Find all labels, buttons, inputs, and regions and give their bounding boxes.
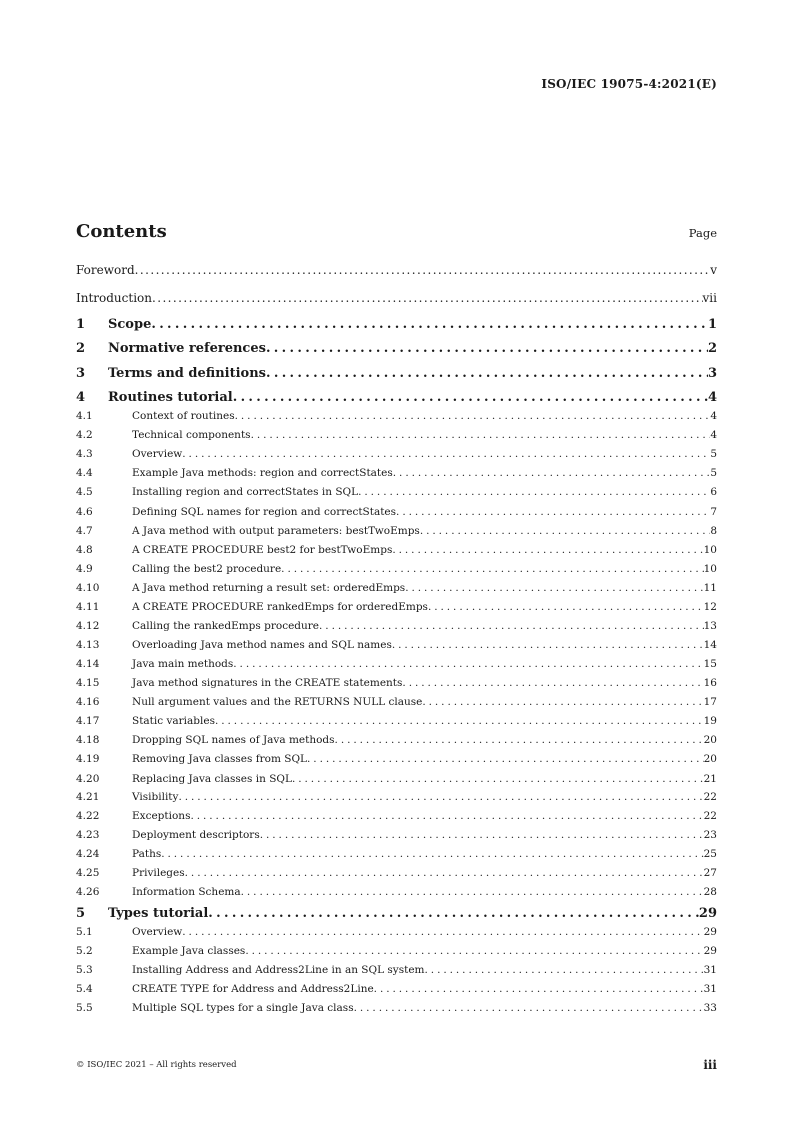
toc-entry-page: 33: [703, 1002, 717, 1014]
toc-entry-number: 4.21: [76, 791, 100, 803]
toc-entry-number: 4.18: [76, 734, 100, 746]
toc-entry-number: 5.1: [76, 926, 93, 938]
toc-entry-number: 5.5: [76, 1002, 93, 1014]
toc-entry[interactable]: [76, 366, 717, 381]
toc-entry-number: 4.2: [76, 429, 93, 441]
toc-dot-leader: [392, 639, 704, 651]
toc-entry-page: 29: [703, 945, 717, 957]
toc-dot-leader: [135, 263, 711, 277]
toc-entry-page: 1: [707, 317, 717, 332]
toc-entry[interactable]: [76, 696, 717, 708]
toc-dot-leader: [161, 848, 703, 860]
toc-entry-title: A Java method with output parameters: bestTwoEmps: [132, 525, 420, 537]
toc-entry[interactable]: [76, 317, 717, 332]
toc-entry-title: Example Java classes: [132, 945, 246, 957]
toc-entry[interactable]: [76, 429, 717, 441]
toc-entry-title: Visibility: [132, 791, 179, 803]
toc-entry[interactable]: [76, 390, 717, 405]
toc-entry[interactable]: [76, 867, 717, 879]
toc-dot-leader: [402, 677, 703, 689]
toc-dot-leader: [425, 964, 704, 976]
toc-entry-number: 4.20: [76, 773, 100, 785]
toc-entry[interactable]: [76, 525, 717, 537]
toc-entry-title: A CREATE PROCEDURE rankedEmps for orderedEmps: [132, 601, 428, 613]
toc-dot-leader: [428, 601, 704, 613]
toc-entry[interactable]: [76, 715, 717, 727]
toc-entry-number: 4.3: [76, 448, 93, 460]
toc-dot-leader: [190, 810, 703, 822]
toc-entry-page: 2: [707, 341, 717, 356]
toc-entry-title: Calling the rankedEmps procedure: [132, 620, 320, 632]
toc-entry[interactable]: [76, 810, 717, 822]
toc-entry-number: 5.3: [76, 964, 93, 976]
toc-dot-leader: [151, 317, 708, 332]
toc-entry-title: Defining SQL names for region and correctStates: [132, 506, 397, 518]
toc-entry-page: 14: [703, 639, 717, 651]
toc-entry[interactable]: [76, 601, 717, 613]
toc-entry-title: Types tutorial: [108, 906, 209, 921]
toc-dot-leader: [152, 291, 703, 305]
document-id: ISO/IEC 19075-4:2021(E): [541, 77, 717, 91]
toc-dot-leader: [420, 525, 710, 537]
toc-entry-number: 1: [76, 317, 86, 332]
toc-entry-page: 16: [703, 677, 717, 689]
toc-entry-number: 4.16: [76, 696, 100, 708]
toc-entry-number: 4.11: [76, 601, 100, 613]
toc-entry[interactable]: [76, 486, 717, 498]
toc-entry-title: Calling the best2 procedure: [132, 563, 282, 575]
toc-entry-title: Overloading Java method names and SQL names: [132, 639, 392, 651]
toc-entry[interactable]: [76, 639, 717, 651]
toc-entry-number: 4.15: [76, 677, 100, 689]
toc-entry-title: Exceptions: [132, 810, 191, 822]
toc-dot-leader: [182, 926, 703, 938]
toc-entry-page: vii: [702, 291, 717, 305]
toc-entry-page: 17: [703, 696, 717, 708]
toc-entry-title: Installing region and correctStates in SQL: [132, 486, 359, 498]
toc-entry-number: 4.12: [76, 620, 100, 632]
toc-dot-leader: [266, 366, 708, 381]
toc-entry-title: Paths: [132, 848, 162, 860]
toc-entry-title: Dropping SQL names of Java methods: [132, 734, 335, 746]
toc-dot-leader: [182, 448, 710, 460]
toc-entry-page: 15: [703, 658, 717, 670]
toc-dot-leader: [374, 983, 704, 995]
toc-entry-title: A Java method returning a result set: orderedEmps: [132, 582, 406, 594]
toc-entry-page: 8: [710, 525, 717, 537]
toc-entry-page: 29: [698, 906, 717, 921]
toc-entry-title: Information Schema: [132, 886, 241, 898]
toc-entry-page: 29: [703, 926, 717, 938]
toc-dot-leader: [405, 582, 703, 594]
toc-entry[interactable]: [76, 773, 717, 785]
toc-entry-page: 21: [703, 773, 717, 785]
toc-entry-number: 5: [76, 906, 86, 921]
toc-dot-leader: [260, 829, 704, 841]
toc-entry-title: Privileges: [132, 867, 185, 879]
toc-entry[interactable]: [76, 263, 717, 277]
toc-entry-number: 4.5: [76, 486, 93, 498]
toc-entry-number: 4.22: [76, 810, 100, 822]
toc-entry-page: 12: [703, 601, 717, 613]
toc-entry[interactable]: [76, 791, 717, 803]
toc-entry-number: 4.9: [76, 563, 93, 575]
toc-entry-number: 4.26: [76, 886, 100, 898]
toc-entry-page: 20: [703, 734, 717, 746]
toc-entry-number: 4.25: [76, 867, 100, 879]
toc-dot-leader: [245, 945, 703, 957]
toc-entry[interactable]: [76, 410, 717, 422]
toc-entry-page: 19: [703, 715, 717, 727]
toc-entry-page: 5: [710, 448, 717, 460]
toc-entry[interactable]: [76, 734, 717, 746]
toc-entry-page: 22: [703, 791, 717, 803]
toc-entry-number: 4: [76, 390, 86, 405]
toc-entry-number: 4.6: [76, 506, 93, 518]
toc-dot-leader: [335, 734, 704, 746]
toc-entry-number: 4.17: [76, 715, 100, 727]
toc-entry-page: 28: [703, 886, 717, 898]
toc-entry-page: 4: [710, 429, 717, 441]
toc-entry-page: 25: [703, 848, 717, 860]
toc-entry-title: Scope: [108, 317, 152, 332]
toc-entry-title: Example Java methods: region and correctStates: [132, 467, 393, 479]
toc-entry[interactable]: [76, 544, 717, 556]
toc-entry[interactable]: [76, 448, 717, 460]
toc-entry-page: 10: [703, 563, 717, 575]
toc-entry[interactable]: [76, 582, 717, 594]
toc-entry-page: 3: [707, 366, 717, 381]
toc-entry-title: Overview: [132, 926, 183, 938]
toc-entry-page: 4: [710, 410, 717, 422]
toc-entry-number: 4.10: [76, 582, 100, 594]
toc-entry[interactable]: [76, 563, 717, 575]
toc-dot-leader: [208, 906, 699, 921]
toc-dot-leader: [215, 715, 704, 727]
toc-entry-page: 23: [703, 829, 717, 841]
toc-entry[interactable]: [76, 677, 717, 689]
toc-entry-page: 20: [703, 753, 717, 765]
toc-entry-title: Normative references: [108, 341, 266, 356]
toc-entry-title: A CREATE PROCEDURE best2 for bestTwoEmps: [132, 544, 393, 556]
toc-entry-page: 4: [707, 390, 717, 405]
toc-entry-title: Multiple SQL types for a single Java class: [132, 1002, 354, 1014]
toc-entry-title: Introduction: [76, 291, 152, 305]
toc-dot-leader: [358, 486, 710, 498]
toc-entry[interactable]: [76, 620, 717, 632]
toc-dot-leader: [185, 867, 704, 879]
toc-entry-title: Routines tutorial: [108, 390, 233, 405]
toc-dot-leader: [393, 467, 711, 479]
toc-entry-title: Installing Address and Address2Line in an SQL system: [132, 964, 425, 976]
toc-entry[interactable]: [76, 983, 717, 995]
toc-entry-number: 4.4: [76, 467, 93, 479]
contents-title: Contents: [76, 221, 167, 242]
toc-entry-page: 27: [703, 867, 717, 879]
toc-entry-number: 4.23: [76, 829, 100, 841]
toc-entry[interactable]: [76, 291, 717, 305]
toc-entry-title: Removing Java classes from SQL: [132, 753, 308, 765]
toc-dot-leader: [178, 791, 703, 803]
toc-entry[interactable]: [76, 829, 717, 841]
toc-entry[interactable]: [76, 658, 717, 670]
toc-entry-number: 4.7: [76, 525, 93, 537]
toc-entry-page: 13: [703, 620, 717, 632]
toc-dot-leader: [233, 658, 703, 670]
copyright-notice: © ISO/IEC 2021 – All rights reserved: [76, 1060, 237, 1070]
toc-entry-number: 4.14: [76, 658, 100, 670]
toc-dot-leader: [392, 544, 703, 556]
toc-entry-number: 5.2: [76, 945, 93, 957]
toc-entry-title: Terms and definitions: [108, 366, 266, 381]
toc-entry-title: Java method signatures in the CREATE statements: [132, 677, 403, 689]
toc-dot-leader: [396, 506, 710, 518]
toc-dot-leader: [233, 390, 708, 405]
toc-entry[interactable]: [76, 467, 717, 479]
toc-entry-page: 5: [710, 467, 717, 479]
toc-entry[interactable]: [76, 1002, 717, 1014]
toc-entry-title: Foreword: [76, 263, 135, 277]
toc-entry-title: Static variables: [132, 715, 215, 727]
toc-entry[interactable]: [76, 964, 717, 976]
toc-entry-page: v: [710, 263, 717, 277]
toc-entry-number: 4.19: [76, 753, 100, 765]
contents-header: [76, 221, 717, 242]
toc-entry[interactable]: [76, 906, 717, 921]
toc-entry-title: Deployment descriptors: [132, 829, 260, 841]
toc-entry-number: 2: [76, 341, 86, 356]
toc-entry-page: 10: [703, 544, 717, 556]
toc-dot-leader: [266, 341, 708, 356]
toc-entry[interactable]: [76, 341, 717, 356]
toc-dot-leader: [251, 429, 711, 441]
toc-entry-page: 6: [710, 486, 717, 498]
toc-dot-leader: [281, 563, 703, 575]
toc-entry-number: 4.13: [76, 639, 100, 651]
toc-entry[interactable]: [76, 848, 717, 860]
toc-dot-leader: [307, 753, 704, 765]
toc-entry-page: 22: [703, 810, 717, 822]
toc-dot-leader: [422, 696, 703, 708]
toc-entry-number: 3: [76, 366, 86, 381]
toc-entry[interactable]: [76, 886, 717, 898]
toc-entry-title: Java main methods: [132, 658, 234, 670]
toc-dot-leader: [319, 620, 704, 632]
toc-dot-leader: [292, 773, 704, 785]
toc-entry-number: 4.1: [76, 410, 93, 422]
toc-entry-number: 5.4: [76, 983, 93, 995]
toc-entry[interactable]: [76, 506, 717, 518]
toc-dot-leader: [354, 1002, 704, 1014]
toc-dot-leader: [235, 410, 711, 422]
toc-entry-page: 11: [703, 582, 717, 594]
toc-entry-number: 4.24: [76, 848, 100, 860]
toc-entry-title: CREATE TYPE for Address and Address2Line: [132, 983, 374, 995]
toc-entry-page: 31: [703, 964, 717, 976]
toc-entry-title: Technical components: [132, 429, 251, 441]
toc-entry-number: 4.8: [76, 544, 93, 556]
page-column-label: Page: [688, 226, 717, 240]
toc-entry[interactable]: [76, 753, 717, 765]
page-number: iii: [703, 1058, 717, 1072]
toc-entry-title: Null argument values and the RETURNS NULL clause: [132, 696, 423, 708]
toc-dot-leader: [241, 886, 704, 898]
toc-entry-page: 31: [703, 983, 717, 995]
toc-entry[interactable]: [76, 945, 717, 957]
toc-entry-title: Overview: [132, 448, 183, 460]
toc-entry-title: Context of routines: [132, 410, 235, 422]
toc-entry-title: Replacing Java classes in SQL: [132, 773, 292, 785]
toc-entry-page: 7: [710, 506, 717, 518]
toc-entry[interactable]: [76, 926, 717, 938]
